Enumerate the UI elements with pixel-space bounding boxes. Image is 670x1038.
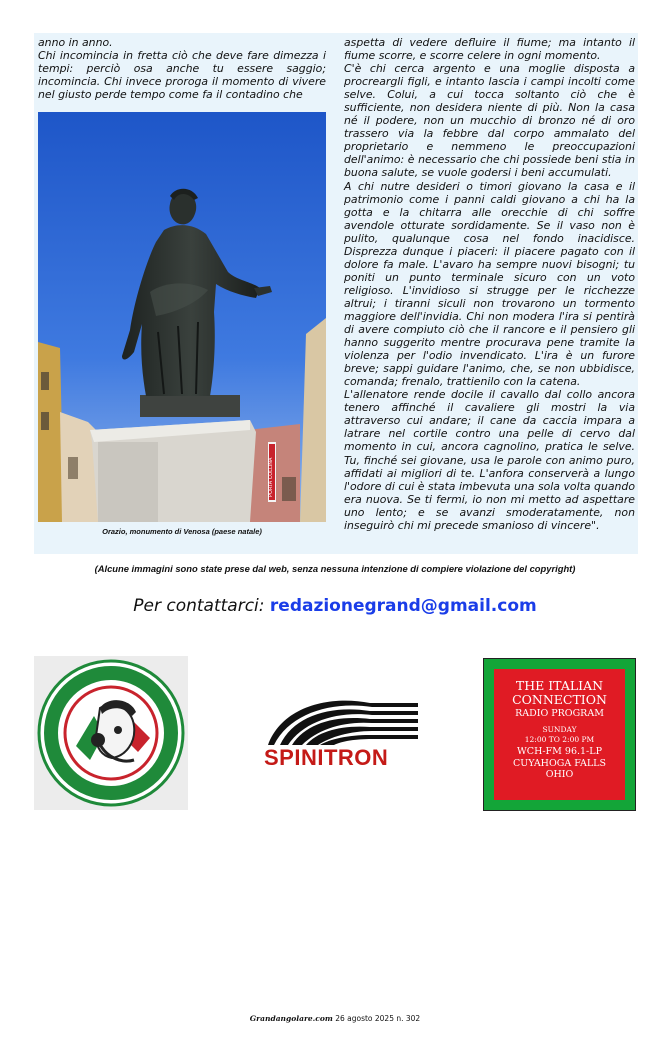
italian-connection-title-1: THE ITALIAN xyxy=(515,678,604,693)
article-paragraph: aspetta di vedere defluire il fiume; ma intanto il fiume scorre, e scorre celere in ogni momento. xyxy=(344,36,635,63)
copyright-disclaimer: (Alcune immagini sono state prese dal web, senza nessuna intenzione di compiere violazione del copyright) xyxy=(94,563,576,574)
contact-email-link[interactable]: redazionegrand@gmail.com xyxy=(269,596,537,616)
italian-connection-title-2: CONNECTION xyxy=(512,692,607,707)
page-footer xyxy=(0,1014,670,1023)
footer-date-issue: 26 agosto 2025 n. 302 xyxy=(332,1014,421,1023)
article-right-column xyxy=(344,36,635,532)
record-stripes-icon xyxy=(258,693,420,749)
article-paragraph: A chi nutre desideri o timori giovano la casa e il patrimonio come i panni caldi giovano a chi ha la gotta e la chitarra alle orecchie di chi soffre avendole otturate sordidamente. Se il vaso non è pulito, qualunque cosa nel fondo inacidisce. Disprezza dunque i piaceri: il piacere pagato con il dolore fa male. L'avaro ha sempre nuovi bisogni; tu poniti un punto terminale sicuro con un voto religioso. L'invidioso si strugge per le ricchezze altrui; i tiranni siculi non trovarono un tormento maggiore dell'invidia. Chi non modera l'ira si pentirà di avere compiuto ciò che il rancore e il pensiero gli hanno suggerito mentre procurava pene tramite la violenza per l'odio invendicato. L'ira è un furore breve; sappi guidare l'animo, che, se non ubbidisce, comanda; frenalo, trattienilo con la catena. xyxy=(344,179,635,389)
italian-connection-station: WCH-FM 96.1-LP xyxy=(517,746,602,757)
article-panel xyxy=(34,33,638,554)
street-sign-text: PORTA COLLINA xyxy=(268,457,274,497)
spinitron-wordmark: SPINITRON xyxy=(264,745,389,770)
article-paragraph: Chi incomincia in fretta ciò che deve fare dimezza i tempi: perciò osa anche tu essere saggio; incomincia. Chi invece proroga il momento di vivere nel giusto perde tempo come fa il contadino che xyxy=(38,49,326,102)
article-paragraph: C'è chi cerca argento e una moglie disposta a procreargli figli, e intanto lascia i campi incolti come selve. Colui, a cui tocca soltanto ciò che è sufficiente, non desidera niente di più. Non la casa né il podere, non un mucchio di bronzo né di oro trassero via la febbre dal corpo ammalato del proprietario e nemmeno le preoccupazioni dell'animo: è necessario che chi possiede beni stia in buona salute, se vuole godersi i beni accumulati. xyxy=(344,62,635,180)
horace-statue-photo xyxy=(38,112,326,522)
spinitron-logo[interactable] xyxy=(258,693,420,777)
article-left-column xyxy=(38,36,326,101)
article-paragraph: anno in anno. xyxy=(38,36,113,49)
contact-line xyxy=(0,596,670,616)
italian-connection-day: SUNDAY xyxy=(542,725,577,734)
contact-label: Per contattarci: xyxy=(133,596,265,616)
italian-connection-panel xyxy=(494,669,625,800)
article-paragraph: L'allenatore rende docile il cavallo dal collo ancora tenero affinché il cavaliere gli mostri la via attraverso cui andare; il cane da caccia impara a latrare nel cortile contro una pelle di cervo dal momento in cui, ancora cagnolino, pratica le selve. Tu, finché sei giovane, usa le parole con animo puro, affidati ai migliori di te. L'anfora conserverà a lungo l'odore di cui è stata imbevuta una sola volta quando era nuova. Se ti fermi, io non mi metto ad aspettare uno lento; e se avanzi smoderatamente, non inseguirò chi mi precede smanioso di vincere". xyxy=(344,388,635,532)
radio-italia-badge-icon xyxy=(34,656,188,810)
radio-italia-logo[interactable] xyxy=(34,656,188,810)
italian-connection-time: 12:00 TO 2:00 PM xyxy=(524,734,595,744)
italian-connection-subtitle: RADIO PROGRAM xyxy=(515,708,604,719)
statue-illustration xyxy=(38,112,326,522)
photo-caption: Orazio, monumento di Venosa (paese natale) xyxy=(102,527,262,536)
italian-connection-logo[interactable] xyxy=(483,658,636,811)
footer-brand[interactable]: Grandangolare.com xyxy=(249,1014,333,1023)
italian-connection-city: CUYAHOGA FALLS xyxy=(513,757,606,769)
italian-connection-state: OHIO xyxy=(545,769,574,780)
